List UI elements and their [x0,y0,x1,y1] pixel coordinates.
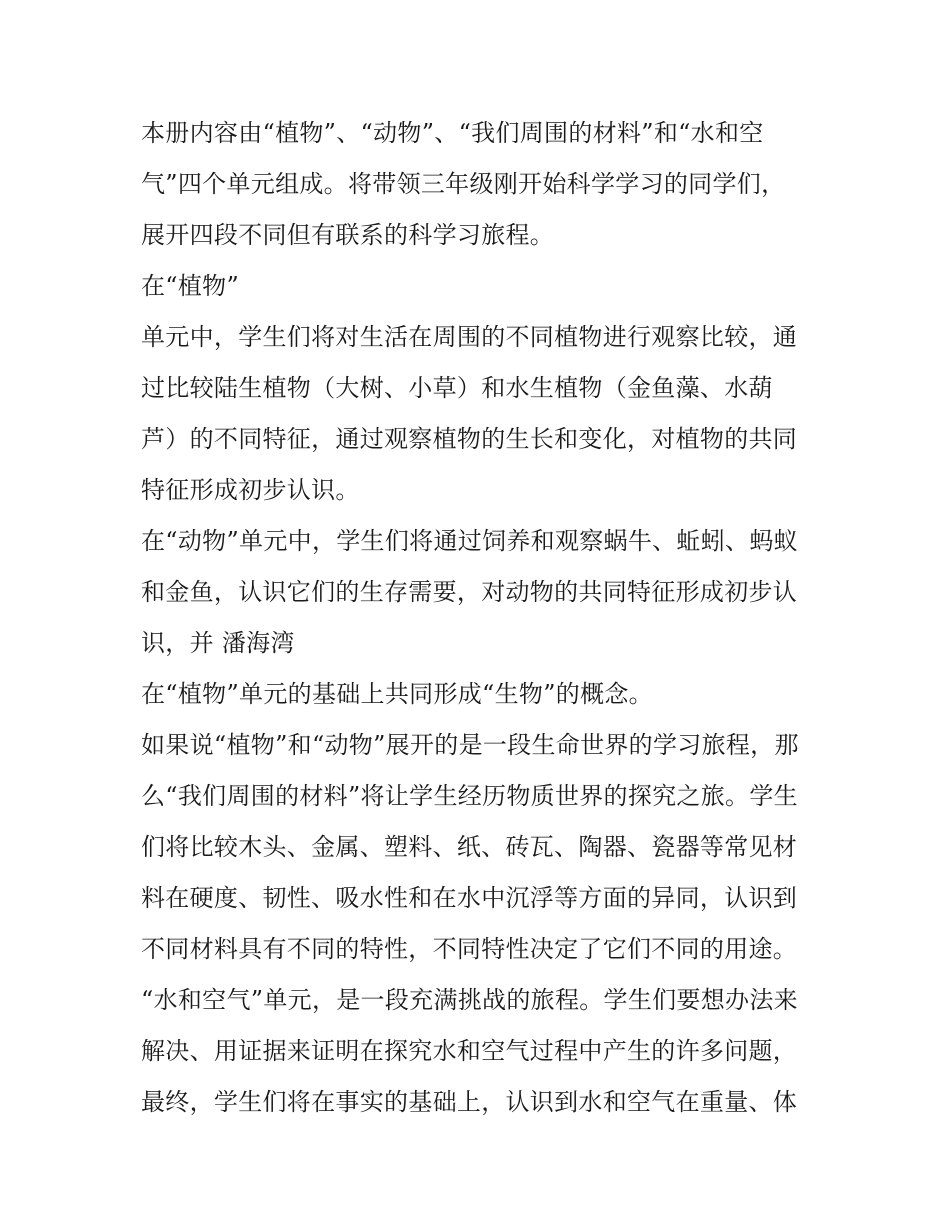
text-line: 特征形成初步认识。 [141,476,360,504]
body-text [141,108,821,1128]
text-line: 芦）的不同特征，通过观察植物的生长和变化，对植物的共同 [141,425,798,453]
text-line: “水和空气”单元，是一段充满挑战的旅程。学生们要想办法来 [141,986,798,1014]
text-line: 和金鱼，认识它们的生存需要，对动物的共同特征形成初步认 [141,578,798,606]
text-line: 在“植物” [141,272,240,300]
text-line: 解决、用证据来证明在探究水和空气过程中产生的许多问题， [141,1037,798,1065]
text-line: 展开四段不同但有联系的科学习旅程。 [141,221,555,249]
text-line: 本册内容由“植物”、“动物”、“我们周围的材料”和“水和空 [141,119,764,147]
text-line: 在“动物”单元中，学生们将通过饲养和观察蜗牛、蚯蚓、蚂蚁 [141,527,798,555]
text-line: 不同材料具有不同的特性，不同特性决定了它们不同的用途。 [141,935,798,963]
text-line: 如果说“植物”和“动物”展开的是一段生命世界的学习旅程，那 [141,731,799,759]
text-line: 料在硬度、韧性、吸水性和在水中沉浮等方面的异同，认识到 [141,884,798,912]
text-line: 么“我们周围的材料”将让学生经历物质世界的探究之旅。学生 [141,782,798,810]
text-line: 过比较陆生植物（大树、小草）和水生植物（金鱼藻、水葫 [141,374,773,402]
text-line: 单元中，学生们将对生活在周围的不同植物进行观察比较，通 [141,323,798,351]
text-line: 识，并 潘海湾 [141,629,295,657]
text-line: 最终，学生们将在事实的基础上，认识到水和空气在重量、体 [141,1088,798,1116]
text-line: 在“植物”单元的基础上共同形成“生物”的概念。 [141,680,653,708]
text-line: 们将比较木头、金属、塑料、纸、砖瓦、陶器、瓷器等常见材 [141,833,798,861]
text-line: 气”四个单元组成。将带领三年级刚开始科学学习的同学们， [141,170,786,198]
